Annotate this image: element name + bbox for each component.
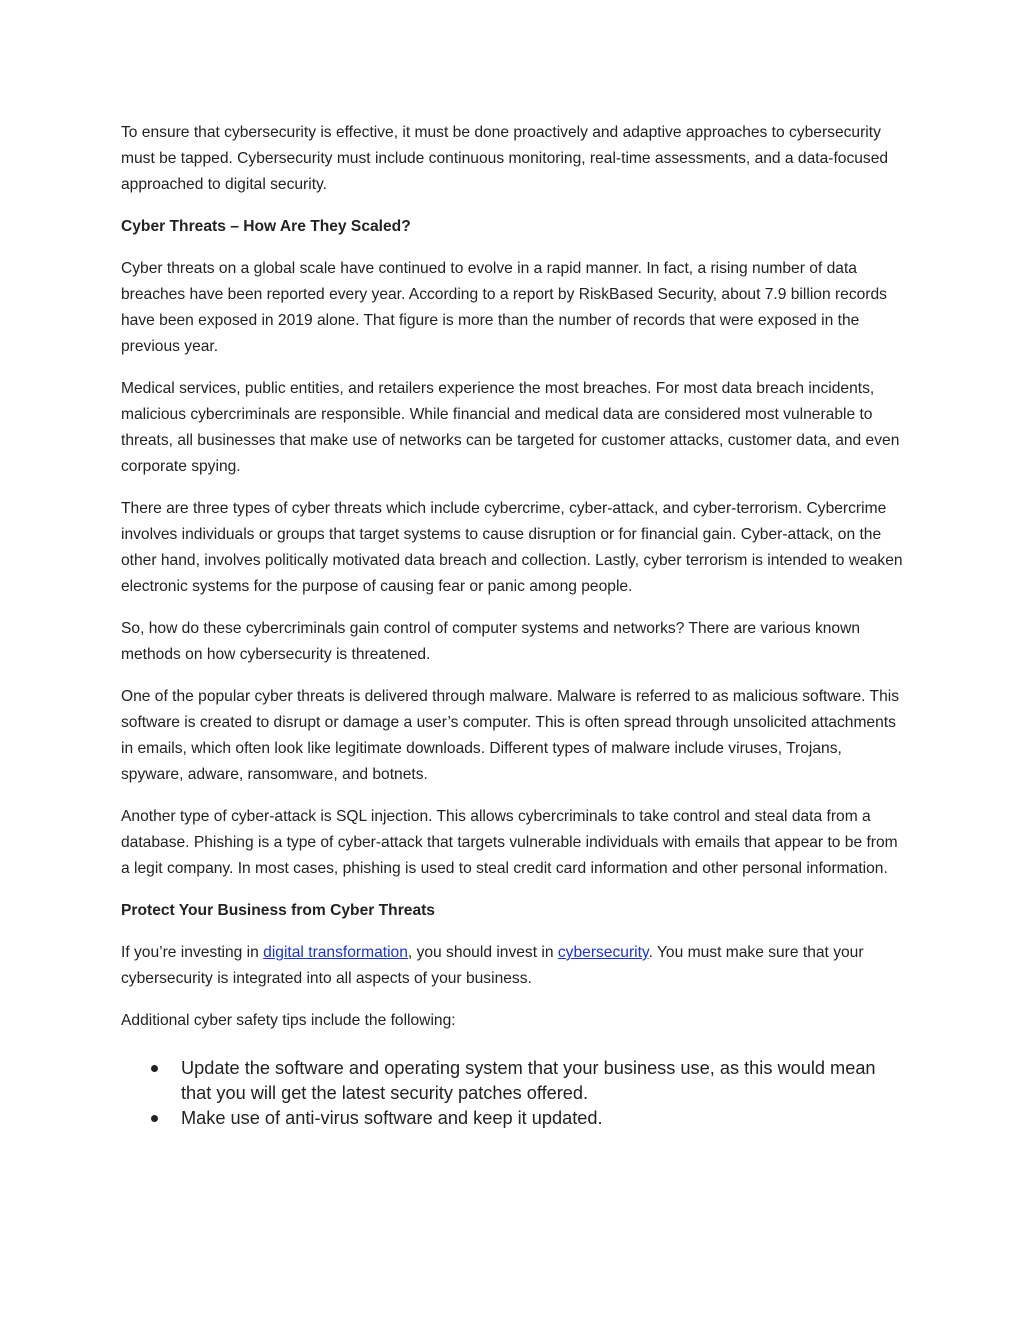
heading-protect-business: Protect Your Business from Cyber Threats xyxy=(121,902,435,919)
paragraph-gain-control: So, how do these cybercriminals gain control of computer systems and networks? There are various known methods on how cybersecurity is threatened. xyxy=(121,620,861,663)
paragraph-investing xyxy=(121,940,906,992)
document-page xyxy=(121,120,906,1131)
link-digital-transformation[interactable]: digital transformation xyxy=(263,944,408,961)
bullet-icon xyxy=(151,1115,158,1122)
paragraph-medical-services: Medical services, public entities, and retailers experience the most breaches. For most data breach incidents, malicious cybercriminals are responsible. While financial and medical data are considered most vulnerable to threats, all businesses that make use of networks can be targeted for customer attacks, customer data, and even corporate spying. xyxy=(121,380,900,475)
bullet-text: Make use of anti-virus software and keep it updated. xyxy=(181,1108,603,1128)
safety-tips-list xyxy=(121,1056,906,1131)
investing-prefix: If you’re investing in xyxy=(121,944,264,961)
bullet-icon xyxy=(151,1065,158,1072)
heading-cyber-threats-scaled: Cyber Threats – How Are They Scaled? xyxy=(121,218,411,235)
paragraph-malware: One of the popular cyber threats is delivered through malware. Malware is referred to as malicious software. This software is created to disrupt or damage a user’s computer. This is often spread through unsolicited attachments in emails, which often look like legitimate downloads. Different types of malware include viruses, Trojans, spyware, adware, ransomware, and botnets. xyxy=(121,688,900,783)
paragraph-three-types: There are three types of cyber threats which include cybercrime, cyber-attack, and cyber-terrorism. Cybercrime involves individuals or groups that target systems to cause disruption or for financial gain. Cyber-attack, on the other hand, involves politically motivated data breach and collection. Lastly, cyber terrorism is intended to weaken electronic systems for the purpose of causing fear or panic among people. xyxy=(121,500,903,595)
investing-suffix: . You must make sure that your cybersecurity is integrated into all aspects of your business. xyxy=(121,944,864,987)
list-item xyxy=(121,1056,906,1106)
paragraph-intro: To ensure that cybersecurity is effective, it must be done proactively and adaptive approaches to cybersecurity must be tapped. Cybersecurity must include continuous monitoring, real-time assessments, and a data-focused approached to digital security. xyxy=(121,124,889,193)
investing-middle: , you should invest in xyxy=(407,944,558,961)
link-cybersecurity[interactable]: cybersecurity xyxy=(557,944,649,961)
list-item xyxy=(121,1106,906,1131)
paragraph-sql-phishing: Another type of cyber-attack is SQL injection. This allows cybercriminals to take control and steal data from a database. Phishing is a type of cyber-attack that targets vulnerable individuals with emails that appear to be from a legit company. In most cases, phishing is used to steal credit card information and other personal information. xyxy=(121,808,898,877)
bullet-text: Update the software and operating system that your business use, as this would mean that you will get the latest security patches offered. xyxy=(181,1058,876,1103)
paragraph-tips-intro: Additional cyber safety tips include the following: xyxy=(121,1012,456,1029)
paragraph-global-scale: Cyber threats on a global scale have continued to evolve in a rapid manner. In fact, a rising number of data breaches have been reported every year. According to a report by RiskBased Security, about 7.9 billion records have been exposed in 2019 alone. That figure is more than the number of records that were exposed in the previous year. xyxy=(121,260,887,355)
